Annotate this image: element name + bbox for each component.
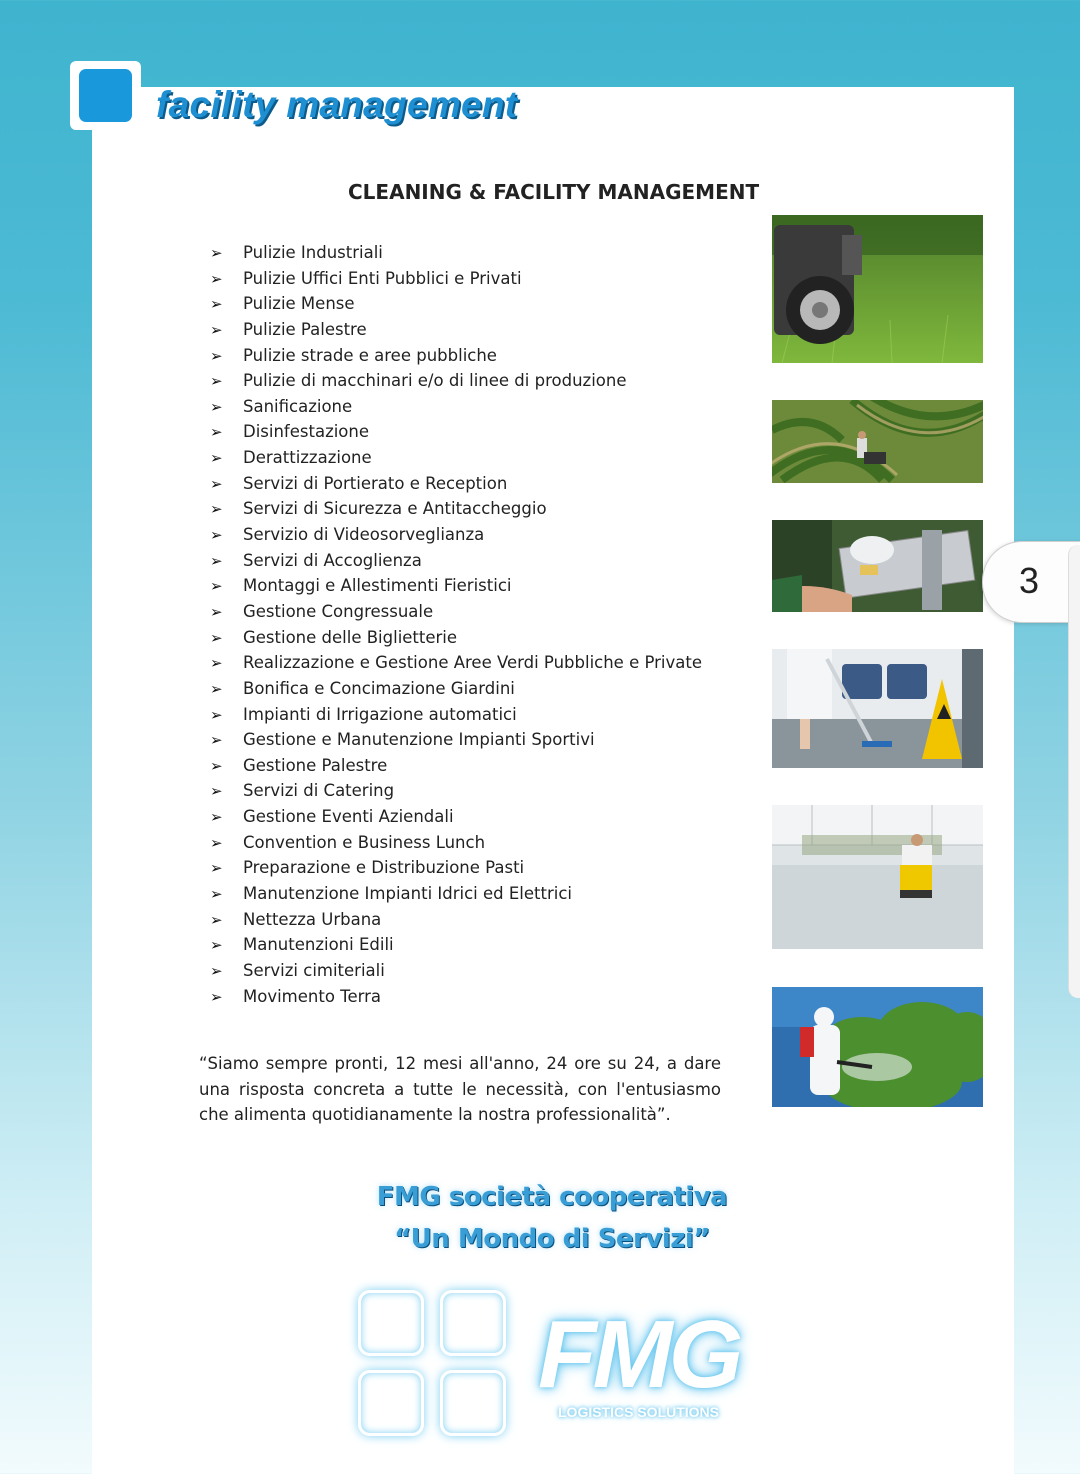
service-label: Gestione Congressuale	[243, 601, 434, 621]
arrow-bullet-icon: ➢	[210, 449, 223, 468]
photo-floor-mopping	[772, 649, 983, 768]
service-item	[210, 343, 702, 369]
arrow-bullet-icon: ➢	[210, 628, 223, 647]
service-item	[210, 291, 702, 317]
service-item	[210, 599, 702, 625]
arrow-bullet-icon: ➢	[210, 526, 223, 545]
service-label: Servizi cimiteriali	[243, 960, 385, 980]
section-title: CLEANING & FACILITY MANAGEMENT	[348, 180, 760, 204]
company-name: FMG società cooperativa	[376, 1182, 728, 1212]
arrow-bullet-icon: ➢	[210, 859, 223, 878]
service-item	[210, 984, 702, 1010]
service-item	[210, 676, 702, 702]
service-item	[210, 855, 702, 881]
header-title: facility management	[156, 84, 518, 125]
service-label: Manutenzione Impianti Idrici ed Elettrici	[243, 884, 573, 904]
service-item	[210, 804, 702, 830]
service-label: Servizi di Catering	[243, 781, 395, 801]
service-item	[210, 266, 702, 292]
service-label: Convention e Business Lunch	[243, 832, 486, 852]
service-item	[210, 778, 702, 804]
service-item	[210, 368, 702, 394]
arrow-bullet-icon: ➢	[210, 731, 223, 750]
arrow-bullet-icon: ➢	[210, 551, 223, 570]
service-item	[210, 958, 702, 984]
service-item	[210, 625, 702, 651]
arrow-bullet-icon: ➢	[210, 756, 223, 775]
logo-square-icon	[358, 1370, 424, 1436]
arrow-bullet-icon: ➢	[210, 500, 223, 519]
service-label: Gestione Eventi Aziendali	[243, 807, 454, 827]
service-label: Servizi di Portierato e Reception	[243, 473, 508, 493]
service-label: Pulizie di macchinari e/o di linee di produzione	[243, 371, 627, 391]
photo-pest-spraying	[772, 987, 983, 1107]
arrow-bullet-icon: ➢	[210, 423, 223, 442]
arrow-bullet-icon: ➢	[210, 295, 223, 314]
arrow-bullet-icon: ➢	[210, 936, 223, 955]
arrow-bullet-icon: ➢	[210, 679, 223, 698]
photo-garden-maze	[772, 400, 983, 483]
service-label: Pulizie strade e aree pubbliche	[243, 345, 497, 365]
arrow-bullet-icon: ➢	[210, 961, 223, 980]
service-label: Manutenzioni Edili	[243, 935, 394, 955]
arrow-bullet-icon: ➢	[210, 987, 223, 1006]
service-item	[210, 240, 702, 266]
arrow-bullet-icon: ➢	[210, 346, 223, 365]
company-slogan: “Un Mondo di Servizi”	[394, 1224, 710, 1254]
service-label: Montaggi e Allestimenti Fieristici	[243, 576, 512, 596]
page-edge	[1068, 545, 1080, 998]
arrow-bullet-icon: ➢	[210, 782, 223, 801]
service-label: Impianti di Irrigazione automatici	[243, 704, 517, 724]
service-label: Pulizie Uffici Enti Pubblici e Privati	[243, 268, 522, 288]
arrow-bullet-icon: ➢	[210, 833, 223, 852]
photo-warehouse-scrubber	[772, 805, 983, 949]
arrow-bullet-icon: ➢	[210, 372, 223, 391]
service-item	[210, 830, 702, 856]
service-item	[210, 471, 702, 497]
services-list	[210, 240, 702, 1009]
arrow-bullet-icon: ➢	[210, 602, 223, 621]
service-item	[210, 881, 702, 907]
arrow-bullet-icon: ➢	[210, 910, 223, 929]
service-label: Disinfestazione	[243, 422, 370, 442]
service-item	[210, 907, 702, 933]
service-label: Servizio di Videosorveglianza	[243, 525, 485, 545]
service-label: Sanificazione	[243, 396, 353, 416]
service-label: Servizi di Sicurezza e Antitaccheggio	[243, 499, 547, 519]
service-item	[210, 727, 702, 753]
service-item	[210, 573, 702, 599]
service-label: Gestione Palestre	[243, 755, 388, 775]
service-label: Derattizzazione	[243, 448, 372, 468]
service-label: Servizi di Accoglienza	[243, 550, 422, 570]
logo-square-icon	[358, 1290, 424, 1356]
company-block	[300, 1176, 804, 1260]
photo-cleaning-hands	[772, 520, 983, 612]
logo-text: FMG	[538, 1301, 740, 1408]
service-item	[210, 753, 702, 779]
service-item	[210, 548, 702, 574]
logo-square-icon	[440, 1290, 506, 1356]
service-item	[210, 317, 702, 343]
arrow-bullet-icon: ➢	[210, 397, 223, 416]
service-item	[210, 394, 702, 420]
service-label: Nettezza Urbana	[243, 909, 382, 929]
service-label: Gestione delle Biglietterie	[243, 627, 458, 647]
service-item	[210, 702, 702, 728]
photo-lawn-mower	[772, 215, 983, 363]
service-label: Realizzazione e Gestione Aree Verdi Pubbliche e Private	[243, 653, 703, 673]
header-badge	[70, 61, 141, 130]
service-item	[210, 496, 702, 522]
arrow-bullet-icon: ➢	[210, 474, 223, 493]
service-item	[210, 419, 702, 445]
arrow-bullet-icon: ➢	[210, 705, 223, 724]
service-item	[210, 650, 702, 676]
arrow-bullet-icon: ➢	[210, 885, 223, 904]
service-label: Pulizie Industriali	[243, 243, 383, 262]
service-label: Bonifica e Concimazione Giardini	[243, 678, 515, 698]
service-label: Pulizie Mense	[243, 294, 355, 314]
service-label: Preparazione e Distribuzione Pasti	[243, 858, 525, 878]
blue-square-icon	[79, 69, 132, 122]
service-label: Gestione e Manutenzione Impianti Sportivi	[243, 730, 595, 750]
arrow-bullet-icon: ➢	[210, 808, 223, 827]
quote-text: “Siamo sempre pronti, 12 mesi all'anno, 24 ore su 24, a dare una risposta concreta a tutte le necessità, con l'entusiasmo che alimenta quotidianamente la nostra professionalità”.	[199, 1054, 721, 1124]
service-label: Movimento Terra	[243, 986, 381, 1006]
arrow-bullet-icon: ➢	[210, 269, 223, 288]
service-item	[210, 932, 702, 958]
arrow-bullet-icon: ➢	[210, 577, 223, 596]
logo-subtitle: LOGISTICS SOLUTIONS	[558, 1404, 720, 1420]
page-number: 3	[1019, 560, 1040, 601]
arrow-bullet-icon: ➢	[210, 320, 223, 339]
service-item	[210, 522, 702, 548]
service-item	[210, 445, 702, 471]
arrow-bullet-icon: ➢	[210, 654, 223, 673]
service-label: Pulizie Palestre	[243, 319, 367, 339]
logo-square-icon	[440, 1370, 506, 1436]
arrow-bullet-icon: ➢	[210, 244, 223, 262]
page-number-tab	[982, 541, 1080, 623]
